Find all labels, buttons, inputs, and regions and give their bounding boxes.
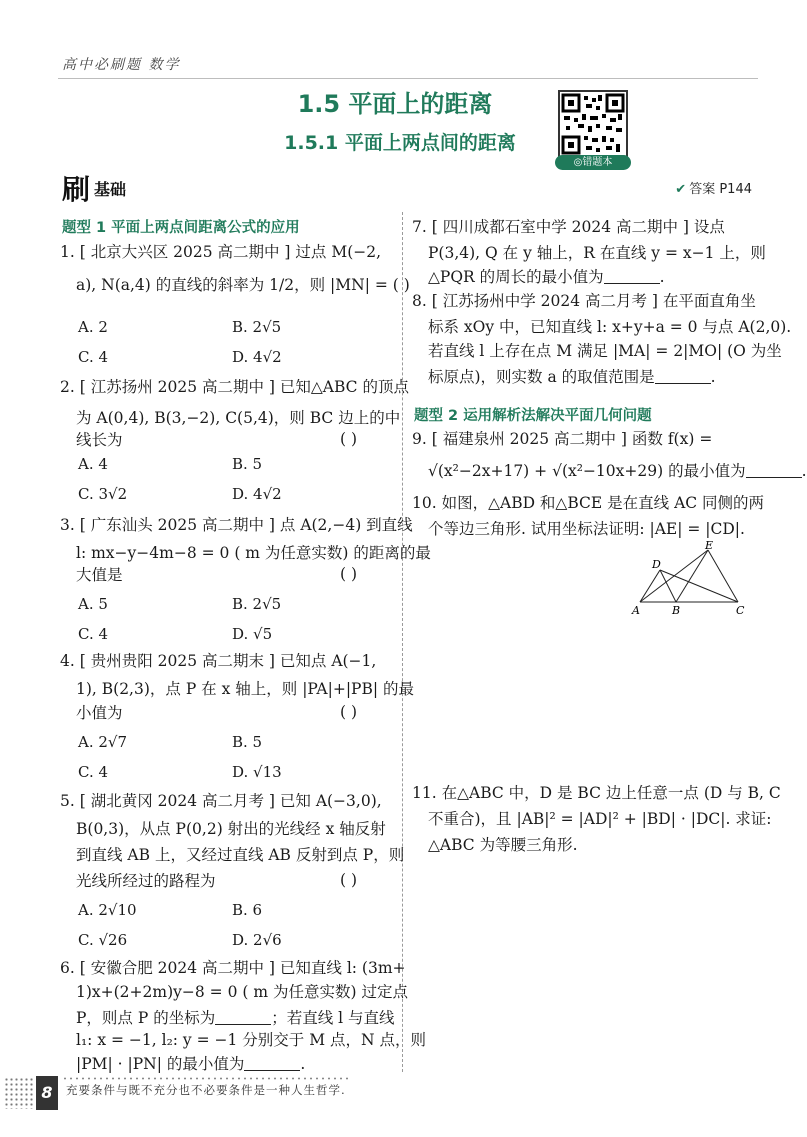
footer-motto: 充要条件与既不充分也不必要条件是一种人生哲学. <box>66 1083 346 1097</box>
q4-paren: ( ) <box>340 703 358 721</box>
q4-opt-c: C. 4 <box>78 763 109 781</box>
q2-opt-c: C. 3√2 <box>78 485 128 503</box>
header-divider <box>58 78 758 79</box>
basic-banner <box>62 170 138 206</box>
qr-label: ◎错题本 <box>555 155 631 170</box>
q11-line2: 不重合)，且 |AB|² = |AD|² + |BD| · |DC|. 求证: <box>428 810 772 828</box>
q8-line4b: . <box>710 368 716 386</box>
q9-line2a: √(x²−2x+17) + √(x²−10x+29) 的最小值为 <box>428 462 746 480</box>
q2-opt-d: D. 4√2 <box>232 485 282 503</box>
q1-opt-c: C. 4 <box>78 348 109 366</box>
q1-opt-b: B. 2√5 <box>232 318 282 336</box>
q4-line1: 4. [ 贵州贵阳 2025 高二期末 ] 已知点 A(−1, <box>60 652 377 670</box>
q4-opt-b: B. 5 <box>232 733 263 751</box>
q2-paren: ( ) <box>340 430 358 448</box>
subsection-title: 1.5.1 平面上两点间的距离 <box>284 132 516 154</box>
fig-label-b: B <box>672 604 681 617</box>
q3-opt-d: D. √5 <box>232 625 273 643</box>
q2-opt-a: A. 4 <box>78 455 108 473</box>
q9-line2b: . <box>801 462 807 480</box>
q7-line1: 7. [ 四川成都石室中学 2024 高二期中 ] 设点 <box>412 218 725 236</box>
fig-label-a: A <box>632 604 640 617</box>
page-number: 8 <box>36 1076 58 1110</box>
q8-line3: 若直线 l 上存在点 M 满足 |MA| = 2|MO| (O 为坐 <box>428 342 782 360</box>
q8-line4a: 标原点)，则实数 a 的取值范围是 <box>428 368 655 386</box>
q6-line5b: . <box>300 1055 306 1073</box>
q4-line2: 1), B(2,3)，点 P 在 x 轴上，则 |PA|+|PB| 的最 <box>76 680 415 698</box>
q11-line3: △ABC 为等腰三角形. <box>428 836 578 854</box>
q5-paren: ( ) <box>340 871 358 889</box>
q5-opt-b: B. 6 <box>232 901 263 919</box>
q3-paren: ( ) <box>340 565 358 583</box>
q6-line4: l₁: x = −1, l₂: y = −1 分别交于 M 点，N 点，则 <box>76 1031 427 1049</box>
banner-big: 刷 <box>62 173 91 206</box>
q5-line4: 光线所经过的路程为 <box>76 872 216 890</box>
footer-dots-line <box>62 1076 352 1081</box>
qr-code-icon[interactable] <box>558 90 628 158</box>
q2-line1: 2. [ 江苏扬州 2025 高二期中 ] 已知△ABC 的顶点 <box>60 378 409 396</box>
q5-opt-c: C. √26 <box>78 931 128 949</box>
fig-label-c: C <box>736 604 745 617</box>
q7-line3a: △PQR 的周长的最小值为 <box>428 268 604 286</box>
check-icon: ✔ <box>675 182 687 197</box>
banner-small: 基础 <box>94 180 127 199</box>
footer-dots <box>4 1077 34 1109</box>
q4-opt-a: A. 2√7 <box>78 733 128 751</box>
q4-opt-d: D. √13 <box>232 763 282 781</box>
q6-blank1[interactable] <box>215 1008 271 1025</box>
q5-line1: 5. [ 湖北黄冈 2024 高二月考 ] 已知 A(−3,0), <box>60 792 382 810</box>
q10-figure <box>620 540 750 620</box>
answer-ref[interactable] <box>675 178 752 197</box>
q2-opt-b: B. 5 <box>232 455 263 473</box>
q10-line2: 个等边三角形. 试用坐标法证明: |AE| = |CD|. <box>428 520 745 538</box>
q11-line1: 11. 在△ABC 中，D 是 BC 边上任意一点 (D 与 B, C <box>412 784 781 802</box>
q8-line1: 8. [ 江苏扬州中学 2024 高二月考 ] 在平面直角坐 <box>412 292 756 310</box>
q3-opt-c: C. 4 <box>78 625 109 643</box>
q4-line3: 小值为 <box>76 704 123 722</box>
q3-opt-a: A. 5 <box>78 595 108 613</box>
q9-blank[interactable] <box>746 461 802 478</box>
q9-line1: 9. [ 福建泉州 2025 高二期中 ] 函数 f(x) = <box>412 430 713 448</box>
section-title: 1.5 平面上的距离 <box>297 90 493 118</box>
fig-label-d: D <box>652 558 661 571</box>
book-title: 高中必刷题 数学 <box>62 57 181 73</box>
q8-line4 <box>428 362 716 393</box>
q5-line3: 到直线 AB 上，又经过直线 AB 反射到点 P，则 <box>76 846 405 864</box>
q7-line3b: . <box>659 268 665 286</box>
q3-line2: l: mx−y−4m−8 = 0 ( m 为任意实数) 的距离的最 <box>76 544 431 562</box>
q5-line2: B(0,3)，从点 P(0,2) 射出的光线经 x 轴反射 <box>76 820 386 838</box>
q3-line1: 3. [ 广东汕头 2025 高二期中 ] 点 A(2,−4) 到直线 <box>60 516 413 534</box>
answer-ref-text: 答案 P144 <box>689 182 752 197</box>
q3-line3: 大值是 <box>76 566 123 584</box>
column-divider <box>402 212 403 1072</box>
q6-line3a: P，则点 P 的坐标为 <box>76 1009 216 1027</box>
q5-opt-a: A. 2√10 <box>78 901 137 919</box>
q1-line2: a), N(a,4) 的直线的斜率为 1/2，则 |MN| = ( ) <box>76 276 410 294</box>
q8-line2: 标系 xOy 中，已知直线 l: x+y+a = 0 与点 A(2,0). <box>428 318 792 336</box>
topic-1: 题型 1 平面上两点间距离公式的应用 <box>62 220 300 236</box>
q7-blank[interactable] <box>604 267 660 284</box>
q1-opt-a: A. 2 <box>78 318 108 336</box>
q6-line3b: ；若直线 l 与直线 <box>271 1009 395 1027</box>
q6-line5a: |PM| · |PN| 的最小值为 <box>76 1055 245 1073</box>
q3-opt-b: B. 2√5 <box>232 595 282 613</box>
q1-opt-d: D. 4√2 <box>232 348 282 366</box>
q6-blank2[interactable] <box>244 1054 300 1071</box>
q9-line2 <box>428 456 807 487</box>
q1-line1: 1. [ 北京大兴区 2025 高二期中 ] 过点 M(−2, <box>60 243 382 261</box>
q6-line1: 6. [ 安徽合肥 2024 高二期中 ] 已知直线 l: (3m+ <box>60 959 406 977</box>
q2-line2: 为 A(0,4), B(3,−2), C(5,4)，则 BC 边上的中 <box>76 409 401 427</box>
topic-2: 题型 2 运用解析法解决平面几何问题 <box>414 408 652 424</box>
fig-label-e: E <box>705 539 714 552</box>
q10-line1: 10. 如图，△ABD 和△BCE 是在直线 AC 同侧的两 <box>412 494 765 512</box>
q6-line2: 1)x+(2+2m)y−8 = 0 ( m 为任意实数) 过定点 <box>76 983 408 1001</box>
q2-line3: 线长为 <box>76 431 123 449</box>
q5-opt-d: D. 2√6 <box>232 931 282 949</box>
q8-blank[interactable] <box>655 367 711 384</box>
q7-line2: P(3,4), Q 在 y 轴上，R 在直线 y = x−1 上，则 <box>428 244 766 262</box>
